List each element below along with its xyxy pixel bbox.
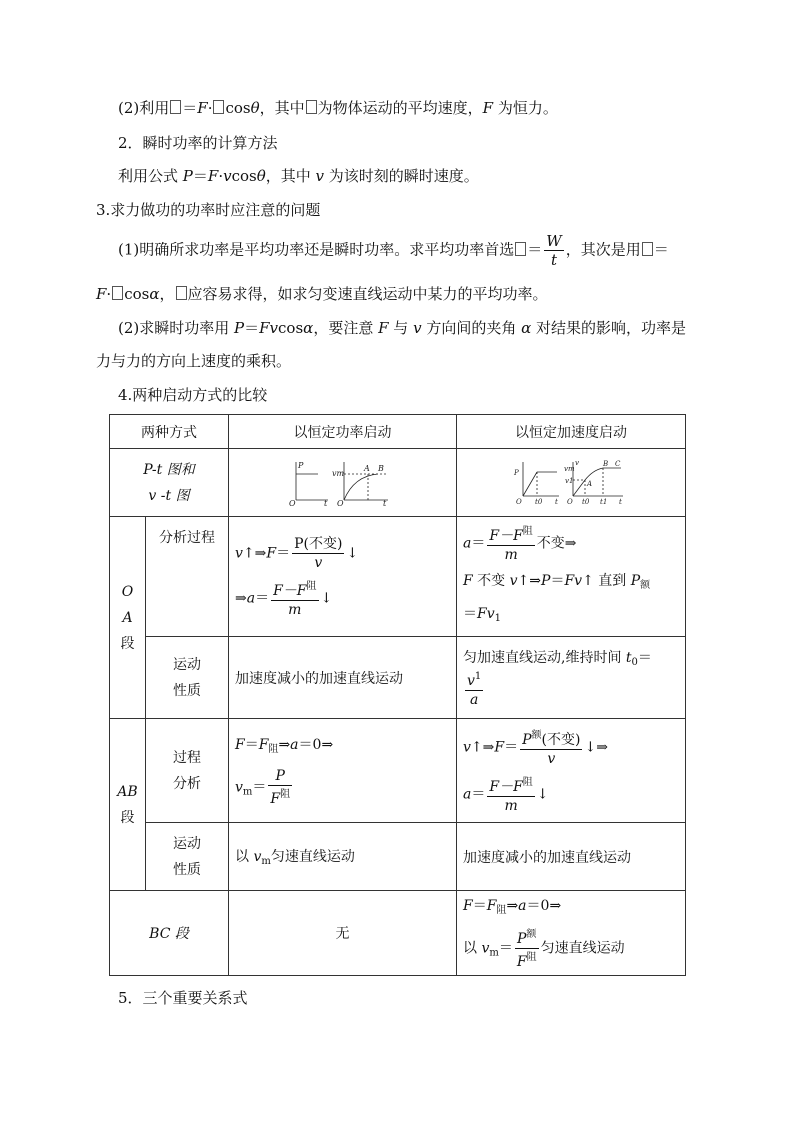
axis-label-t: t [555, 497, 558, 506]
label: 分析 [173, 775, 201, 792]
text: cos [124, 285, 150, 303]
superscript: 1 [474, 670, 482, 682]
superscript: 额 [531, 729, 542, 741]
formula-line [463, 926, 679, 971]
text: v [463, 739, 471, 755]
label: 段 [120, 635, 135, 652]
text: · [218, 167, 224, 185]
subscript: 阻 [496, 905, 507, 916]
point-c-label: C [615, 459, 621, 468]
text: ＝0⇒ [526, 898, 562, 914]
text: v [413, 319, 422, 337]
text: 匀加速直线运动,维持时间 [463, 649, 626, 666]
formula-line [463, 727, 679, 768]
axis-label-v1: v1 [565, 476, 574, 485]
paragraph-average-power [118, 98, 558, 118]
text: 以 [235, 849, 254, 865]
text: ＝ [653, 240, 669, 259]
ab-const-accel-analysis [457, 719, 686, 823]
text: ↓⇒ [584, 739, 608, 755]
text: F [378, 319, 389, 337]
text: (2)求瞬时功率用 [118, 319, 235, 337]
header-mode: 两种方式 [110, 415, 229, 449]
text: (2)利用 [118, 99, 170, 117]
text: cos [278, 319, 304, 337]
text: v [235, 779, 243, 795]
text: ＝ [527, 240, 543, 259]
header-const-power: 以恒定功率启动 [229, 415, 457, 449]
denominator: m [504, 797, 518, 814]
text: F [494, 739, 505, 755]
denominator: m [504, 547, 518, 563]
fraction [515, 926, 539, 971]
v-bar-placeholder-icon [112, 286, 123, 300]
text: Fv [259, 319, 279, 337]
text: ＝ [472, 898, 487, 914]
text: F [207, 167, 219, 185]
text: P [541, 573, 551, 589]
origin-label: O [288, 498, 296, 506]
label: 运动 [173, 835, 201, 852]
label: 段 [120, 809, 135, 826]
formula-line [463, 603, 679, 630]
text: ＝ [244, 736, 259, 753]
text: ，要注意 [313, 319, 379, 337]
fraction [465, 668, 483, 709]
text: ＝ [498, 940, 513, 957]
table-row-graphs [110, 449, 686, 517]
tick-label-t1: t1 [600, 497, 608, 506]
text: 方向间的夹角 [421, 319, 522, 337]
label: O [121, 583, 134, 600]
numerator: P [268, 767, 292, 786]
text: ＝ [192, 167, 208, 185]
v-bar-placeholder-icon [306, 100, 317, 114]
table-row-bc [110, 891, 686, 976]
denominator: m [288, 601, 302, 618]
paragraph-note-2-cont: 力与力的方向上速度的乘积。 [96, 352, 292, 370]
text: · [207, 99, 213, 117]
text: t [625, 649, 632, 666]
text: ＝0⇒ [298, 736, 334, 753]
paragraph-instant-power [118, 166, 479, 186]
text: a [518, 898, 527, 914]
table-row-ab-analysis [110, 719, 686, 823]
oa-const-power-nature: 加速度减小的加速直线运动 [229, 637, 457, 719]
text: ， [159, 285, 175, 303]
text: ↓ [536, 786, 549, 802]
subscript: 额 [640, 580, 651, 591]
label: P-t 图和 [143, 461, 195, 478]
formula-line [463, 523, 679, 564]
superscript: 阻 [526, 952, 537, 963]
fraction [268, 767, 292, 808]
text: v [253, 849, 262, 865]
numerator-tail: (不变) [541, 731, 581, 748]
section-bc: BC 段 [110, 891, 229, 976]
text: F [463, 573, 473, 589]
v-bar-placeholder-icon [176, 286, 187, 300]
text: F [266, 545, 277, 561]
tick-label-t0: t0 [582, 497, 590, 506]
section-ab [110, 719, 146, 891]
superscript: 额 [526, 929, 537, 940]
heading-relations: 5．三个重要关系式 [118, 989, 248, 1007]
p-bar-placeholder-icon [515, 242, 526, 256]
axis-label-p: P [514, 468, 519, 477]
paragraph-note-1-cont [96, 284, 548, 304]
text: ＝ [255, 590, 270, 606]
text: cos [231, 167, 257, 185]
header-const-accel: 以恒定加速度启动 [457, 415, 686, 449]
origin-label: O [567, 497, 573, 506]
text: ↑⇒ [517, 573, 542, 589]
axis-label-vm: vm [564, 464, 575, 473]
text: ↑ 直到 [582, 573, 631, 589]
axis-label-v: v [575, 458, 579, 467]
const-accel-graph-icon [511, 456, 631, 506]
denominator: t [550, 251, 557, 269]
text: v [235, 545, 243, 561]
text: ，其次是用 [565, 240, 641, 259]
text: F [197, 99, 208, 117]
text: P [630, 573, 641, 589]
label: AB [117, 783, 138, 800]
text: a [463, 535, 472, 552]
oa-const-power-analysis [229, 517, 457, 637]
subscript: m [242, 786, 253, 797]
label: 性质 [173, 861, 201, 878]
label: v -t 图 [148, 487, 190, 504]
text: ，其中 [259, 99, 305, 117]
text: 以 [463, 940, 482, 957]
text: 不变 [472, 573, 510, 589]
const-power-graphs [229, 449, 457, 517]
table-header-row [110, 415, 686, 449]
superscript: 阻 [522, 526, 533, 537]
text: v [315, 167, 325, 185]
text: ＝ [463, 606, 477, 622]
text: cos [225, 99, 251, 117]
subscript: m [489, 947, 499, 959]
table-row-oa-nature [110, 637, 686, 719]
fraction [271, 578, 318, 619]
numerator: W [546, 232, 562, 250]
paragraph-note-2 [118, 318, 686, 338]
section-oa [110, 517, 146, 719]
axis-label-t: t [323, 498, 327, 506]
text: ＝ [244, 319, 260, 337]
oa-const-accel-nature [457, 637, 686, 719]
text: 为恒力。 [493, 99, 558, 117]
const-power-graph-icon [288, 456, 398, 506]
oa-const-accel-analysis [457, 517, 686, 637]
denominator: F [270, 790, 281, 807]
superscript: 阻 [522, 776, 533, 788]
ab-const-accel-nature: 加速度减小的加速直线运动 [457, 823, 686, 891]
graph-row-label [110, 449, 229, 517]
fraction-w-over-t [544, 232, 563, 269]
text: F [96, 285, 107, 303]
bc-const-accel [457, 891, 686, 976]
denominator: F [516, 954, 527, 970]
text: ＝ [550, 573, 565, 589]
text: ⇒ [506, 898, 519, 914]
fraction [487, 523, 534, 564]
text: 与 [388, 319, 414, 337]
formula-line [235, 578, 450, 619]
fraction [487, 774, 534, 815]
ab-const-power-analysis [229, 719, 457, 823]
ab-const-power-nature [229, 823, 457, 891]
superscript: 阻 [280, 788, 291, 800]
axis-label-t: t [619, 497, 622, 506]
text: ↑⇒ [470, 739, 495, 755]
ab-nature-label [146, 823, 229, 891]
numerator: P [517, 931, 527, 947]
comparison-table [109, 414, 686, 976]
v-bar-placeholder-icon [213, 100, 224, 114]
denominator: a [469, 691, 479, 708]
axis-label-vm: vm [331, 468, 344, 478]
point-a-label: A [363, 463, 370, 473]
text: 匀速直线运动 [540, 940, 625, 957]
text: α [149, 285, 160, 303]
oa-analysis-label: 分析过程 [146, 517, 229, 637]
tick-label-t0: t0 [535, 497, 543, 506]
text: P [234, 319, 245, 337]
bc-const-power: 无 [229, 891, 457, 976]
text: 不变⇒ [536, 535, 577, 552]
formula-line [235, 767, 450, 808]
text: ↑⇒ [242, 545, 267, 561]
text: a [246, 590, 256, 606]
text: ＝ [252, 779, 267, 795]
formula-line [463, 895, 679, 922]
paragraph-note-1 [118, 232, 669, 269]
numerator: F－F [273, 582, 307, 599]
subscript: 0 [631, 656, 638, 668]
p-bar-placeholder-icon [170, 100, 181, 114]
text: (1)明确所求功率是平均功率还是瞬时功率。求平均功率首选 [118, 240, 515, 259]
text: v [509, 573, 518, 589]
text: · [106, 285, 112, 303]
origin-label: O [516, 497, 522, 506]
fraction [520, 727, 582, 768]
denominator: v [547, 750, 556, 767]
label: A [122, 609, 133, 626]
numerator: v [467, 672, 475, 689]
formula-line [463, 570, 679, 597]
text: F [258, 736, 269, 753]
text: ＝ [276, 545, 291, 561]
table-row-oa-analysis [110, 517, 686, 637]
label: 运动 [173, 656, 201, 673]
point-a-label: A [587, 479, 593, 488]
heading-notes: 3.求力做功的功率时应注意的问题 [96, 201, 321, 219]
text: F [235, 736, 245, 753]
formula-line [235, 734, 450, 761]
subscript: 1 [494, 613, 501, 624]
heading-comparison: 4.两种启动方式的比较 [118, 386, 268, 404]
text: a [290, 736, 299, 753]
point-b-label: B [603, 459, 609, 468]
text: Fv [477, 606, 495, 622]
text: ＝ [471, 786, 486, 802]
text: ⇒ [235, 590, 247, 606]
label: 性质 [173, 682, 201, 699]
text: F [463, 898, 473, 914]
text: θ [250, 99, 260, 117]
text: F [482, 99, 494, 117]
text: 对结果的影响，功率是 [531, 319, 687, 337]
text: v [481, 940, 490, 957]
numerator: F－F [489, 778, 523, 795]
text: 为物体运动的平均速度， [317, 99, 483, 117]
table-row-ab-nature [110, 823, 686, 891]
heading-instant-power: 2．瞬时功率的计算方法 [118, 134, 278, 152]
subscript: 阻 [268, 743, 279, 755]
text: P [182, 167, 193, 185]
denominator: v [314, 554, 323, 571]
text: ↓ [320, 590, 333, 606]
const-accel-graphs [457, 449, 686, 517]
text: ，其中 [265, 167, 316, 185]
text: 应容易求得，如求匀变速直线运动中某力的平均功率。 [187, 285, 548, 303]
text: α [303, 319, 314, 337]
numerator: P(不变) [294, 535, 343, 552]
text: θ [256, 167, 266, 185]
subscript: m [261, 856, 271, 867]
text: ＝ [471, 535, 486, 552]
text: 利用公式 [118, 167, 183, 185]
numerator: P [522, 731, 532, 748]
superscript: 阻 [306, 580, 317, 592]
fraction [292, 535, 344, 572]
formula-line [235, 535, 450, 572]
text: Fv [564, 573, 583, 589]
text: α [521, 319, 532, 337]
text: a [463, 786, 472, 802]
axis-label-t: t [382, 498, 386, 506]
text: ＝ [182, 99, 198, 117]
formula-line [463, 774, 679, 815]
text: ↓ [346, 545, 359, 561]
point-b-label: B [377, 463, 384, 473]
text: 为该时刻的瞬时速度。 [324, 167, 479, 185]
ab-analysis-label [146, 719, 229, 823]
oa-nature-label [146, 637, 229, 719]
text: F [486, 898, 497, 914]
text: ＝ [504, 739, 519, 755]
text: ⇒ [278, 736, 291, 753]
axis-label-p: P [297, 460, 303, 470]
p-bar-placeholder-icon [642, 242, 653, 256]
text: v [223, 167, 232, 185]
label: 过程 [173, 749, 201, 766]
text: ＝ [637, 649, 652, 666]
numerator: F－F [489, 528, 523, 544]
text: 匀速直线运动 [270, 849, 355, 865]
origin-label: O [336, 498, 344, 506]
